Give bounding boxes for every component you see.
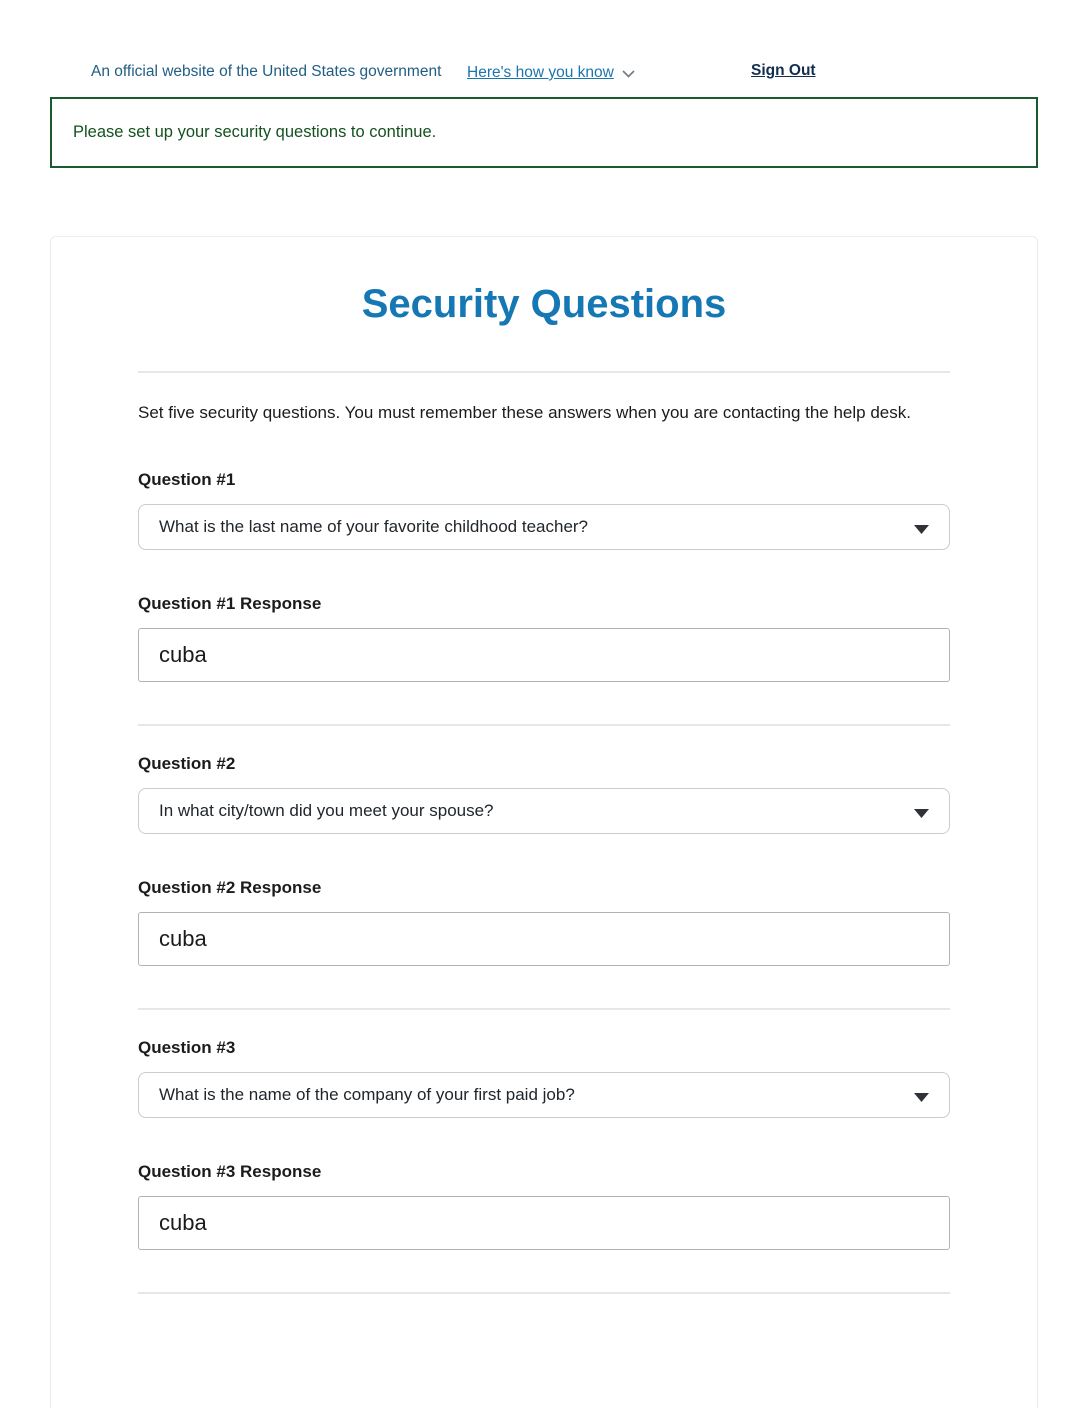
alert-message: Please set up your security questions to continue. xyxy=(73,123,437,141)
question-1-response-label: Question #1 Response xyxy=(138,594,322,613)
instructions-text: Set five security questions. You must remember these answers when you are contacting the help desk. xyxy=(138,403,911,422)
question-3-label: Question #3 xyxy=(138,1038,236,1057)
heres-how-you-know-link[interactable] xyxy=(467,63,635,83)
question-2-response-input[interactable] xyxy=(138,912,950,966)
heres-how-you-know-label: Here's how you know xyxy=(467,64,614,81)
question-1-selected-option: What is the last name of your favorite childhood teacher? xyxy=(159,517,589,536)
page-title: Security Questions xyxy=(361,282,727,326)
question-1-section xyxy=(138,470,950,682)
question-2-select[interactable] xyxy=(138,788,950,834)
question-1-select[interactable] xyxy=(138,504,950,550)
section-divider xyxy=(138,724,950,726)
security-questions-card xyxy=(50,236,1038,1408)
question-3-response-label: Question #3 Response xyxy=(138,1162,322,1181)
question-2-label: Question #2 xyxy=(138,754,236,773)
question-1-response-input[interactable] xyxy=(138,628,950,682)
question-3-selected-option: What is the name of the company of your first paid job? xyxy=(159,1085,575,1104)
official-website-text: An official website of the United States government xyxy=(91,63,442,80)
caret-down-icon xyxy=(914,803,929,823)
question-3-section xyxy=(138,1038,950,1250)
section-divider xyxy=(138,371,950,373)
question-2-section xyxy=(138,754,950,966)
sign-out-link[interactable]: Sign Out xyxy=(751,62,816,79)
section-divider xyxy=(138,1292,950,1294)
question-3-response-input[interactable] xyxy=(138,1196,950,1250)
alert-banner xyxy=(50,97,1038,168)
gov-banner xyxy=(0,0,1088,97)
section-divider xyxy=(138,1008,950,1010)
question-1-label: Question #1 xyxy=(138,470,236,489)
question-2-response-label: Question #2 Response xyxy=(138,878,322,897)
caret-down-icon xyxy=(914,1087,929,1107)
chevron-down-icon xyxy=(622,65,635,83)
question-3-select[interactable] xyxy=(138,1072,950,1118)
caret-down-icon xyxy=(914,519,929,539)
question-2-selected-option: In what city/town did you meet your spouse? xyxy=(159,801,494,820)
